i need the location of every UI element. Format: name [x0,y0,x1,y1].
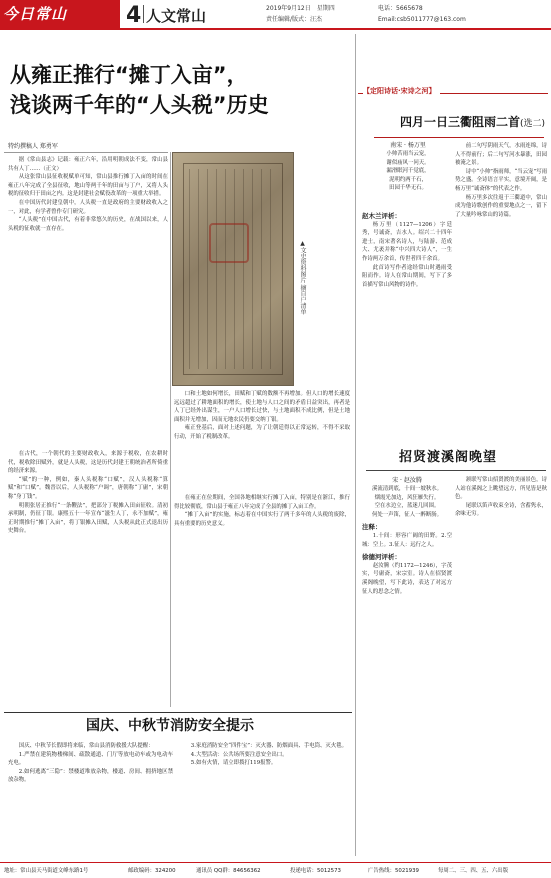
poem-title-rule [374,137,544,138]
poem-commentary-col [455,142,547,434]
footer-qq: 通讯员 QQ群：84656362 [196,868,261,874]
second-article-rule [366,470,546,471]
paragraph: 3.家庭消防安全“四件宝”：灭火器、防烟面具、手电筒、灭火毯。 [190,743,347,749]
footer-delivery: 投递电话：5012573 [290,868,341,874]
poem-title-text: 四月一日三衢阻雨二首 [400,115,521,129]
document-border [183,163,283,375]
fire-notice-title: 国庆、中秋节消防安全提示 [86,718,254,734]
poem-line: 田园千华无石。 [389,185,427,192]
second-article-col-2 [455,476,547,856]
paragraph: 在古代，一个朝代的主要财政收入，来源于税收，在农耕时代，税收除田赋外，就是人头税，这是历代封建王朝统治者所倚重的经济来源。 [8,451,168,475]
paragraph: 从这张常山县征收税赋单可知，常山县推行摊丁入亩的时间在雍正八年完成了全县征收，地山等两千年的田亩与丁户，又将人头税的征收归于田亩之内。这是封建社会赋役改革的一项重大举措。 [8,174,168,198]
masthead-logo: 今日常山 [3,5,68,23]
section-tag: 【定阳诗话·宋诗之河】 [363,87,436,95]
fire-notice-col-1 [8,742,173,856]
main-article-col-2 [8,450,168,705]
poem-author: 宋 · 赵汝腾 [392,477,422,484]
notes-head: 注释： [362,523,382,532]
editor-credit: 责任编辑/版式：汪杰 [266,16,323,23]
poem-line: 漏滑眠河千觉底， [386,168,430,175]
seal-stamp [209,223,249,263]
poem-notes [362,212,452,437]
paragraph: 杨万里多次往返于三衢道中，常山成为他诗歌创作的重要地点之一，留下了大量吟咏常山的诗篇。 [455,194,547,218]
commentary-head: 徐德河评析： [362,553,401,562]
paragraph: 2.如何逃离“三隐”：禁楼道堆放杂物，楼道、房间、拥挤地区禁放杂物。 [8,768,173,784]
footer-schedule: 每周二、三、四、五、六出版 [438,868,509,874]
paragraph: 口和土地如何增长，田赋和丁赋的数额不再增加。但人口的增长速度远远超过了耕地面积的增长，使土地与人口之间的矛盾日益突出，再者是人丁已经外出谋生，一户人口增长过快，与土地面积不成比例，但是土地面积并无增加，因而无地农民仍要交纳丁银。 [174,391,350,423]
poem-line: 何处一声笛，征人一醉断肠。 [371,511,443,518]
second-article-title: 招贤渡溪阁晚望 [399,450,498,465]
fire-notice-col-2 [180,742,348,856]
second-article-col-1 [362,476,452,856]
paragraph: 据《常山县志》记载：雍正六年，沿用明朝成法不变，常山县共有人丁……（正文） [8,157,168,172]
poem-line: 空在水边立，蓝迷几回围。 [374,503,440,510]
byline-rule [4,152,168,153]
paragraph: 4.大型活动：公共场所要注意安全出口。 [190,751,288,758]
footer-postcode: 邮政编码：324200 [128,868,176,874]
main-article-col-3 [174,390,350,490]
paragraph: “赋”的一种，例如，秦人头税称“口赋”，汉人头税称“算赋”和“口赋”。魏晋以后，人头税称“户调”，唐朝称“丁庸”，宋朝称“身丁钱”。 [8,476,168,500]
main-title-line-1: 从雍正推行“摊丁入亩”， [10,63,248,87]
footer-ad: 广告热线：5021939 [368,868,419,874]
poem-block [369,141,447,193]
poem-line: 泥明约两千石， [389,176,427,183]
paragraph: 1.严禁在建筑物楼梯间、疏散通道、门厅等放电动车或为电动车充电。 [8,751,173,767]
paragraph: 颔联写常山招贤渡的美丽景色，诗人站在溪阁之上眺望远方，所见皆是秋色。 [455,477,547,501]
byline: 特约撰稿人 郑勇军 [8,143,58,150]
masthead-rule [0,28,551,30]
tax-document-photo [172,152,294,386]
main-article-title [10,60,346,120]
paragraph: 诗中“小帅”指雨师，“当云宠”写雨势之盛。全诗语言平实，意境开阔，是杨万里“诚斋体”的代表之作。 [455,168,547,192]
column-divider [170,152,171,707]
poem-line: 溪流清到底，十间一坡秋水。 [371,486,443,492]
issue-date: 2019年9月12日 星期四 [266,5,335,12]
paragraph: 此首诗写作者途经常山时遇雨受阻而作。诗人在常山期间，写下了多首描写常山风物的诗作。 [362,264,452,288]
contact-phone: 电话：5665678 [378,5,423,12]
fire-notice-rule [4,712,352,713]
section-name: 人文常山 [146,7,207,25]
poem-title-sub: (选二) [520,119,546,129]
footer-address: 地址：常山县天马街道文峰东路1号 [4,868,89,874]
main-title-line-2: 浅谈两千年的“人头税”历史 [10,93,269,117]
poem-title [400,114,545,130]
page-number: 4 [126,3,142,28]
paragraph: 在中国历代封建皇朝中，人头税一直是政府的主要财政收入之一，对此，有学者曾作专门研究。 [8,199,168,215]
paragraph: “摊丁入亩”的实施，标志着在中国实行了两千多年的人头税的废除，具有重要的历史意义。 [174,512,350,527]
poem-line: 谢似庙风一问天。 [386,159,430,166]
commentary-head: 赵木兰评析： [362,212,401,220]
paragraph: 国庆、中秋节长假即将来临，常山县消防救援大队提醒： [18,743,154,749]
poem-line: 烟霞光加边，风狂雁失行。 [374,494,440,501]
paragraph: 1.十间：形容广阔的田野。2.空城：空上。3.征人：远行之人。 [362,532,452,548]
paragraph: 杨万里（1127—1206）字廷秀，号诚斋，吉水人。绍兴二十四年进士，南宋著名诗人，与陆游、范成大、尤袤并称“中兴四大诗人”，一生作诗两万余首，传世者四千余首。 [362,221,452,262]
photo-caption: ▲文史资料图片 摘自户清单 [299,240,306,315]
paragraph: “人头税”在中国古代，有着非常悠久的历史，在战国以来，人头税的征收就一直存在。 [8,217,168,232]
poem-author: 南宋 · 杨万里 [390,142,426,149]
footer [0,862,551,878]
paragraph: 尾联以笛声收束全诗，含蓄隽永，余味无穷。 [455,502,547,518]
paragraph: 赵汝腾（约1172—1246），字茂实，号庸斋，宋宗室。诗人在招贤渡溪阁晚望，写下此诗，表达了对远方征人的思念之情。 [362,562,452,595]
paragraph: 雍正登基后，面对上述问题，为了让朝廷得以正常运转，不得不采取行动，开始了税制改革。 [174,425,350,440]
paragraph: 5.如有火情，请立即拨打119报警。 [190,760,277,767]
masthead-divider [143,5,144,23]
tag-rule-right [440,93,548,94]
paragraph: 明朝张居正推行“一条鞭法”，把部分丁税摊入田亩征收。清初承明制，仍征丁银。康熙五十一年宣布“滋生人丁，永不加赋”，雍正时期推行“摊丁入亩”，将丁银摊入田赋，人头税从此正式退出历史舞台。 [8,502,168,535]
main-article-col-1 [8,156,168,446]
paragraph: 前二句写阴雨天气，水雨连绵，诗人不得前行；后二句写河水暴涨，田园被淹之景。 [455,143,547,167]
contact-email[interactable]: Email:csb5011777@163.com [378,16,466,23]
main-article-col-4 [174,494,350,704]
poem-line: 小帅苦雨当云宠， [386,151,430,157]
paragraph: 在雍正在位期间，全国各地相继实行摊丁入亩，特别是在浙江，推行得比较彻底，常山县于雍正八年完成了全县的摊丁入亩工作。 [174,495,350,510]
page-divider [355,34,356,856]
masthead [0,0,551,28]
